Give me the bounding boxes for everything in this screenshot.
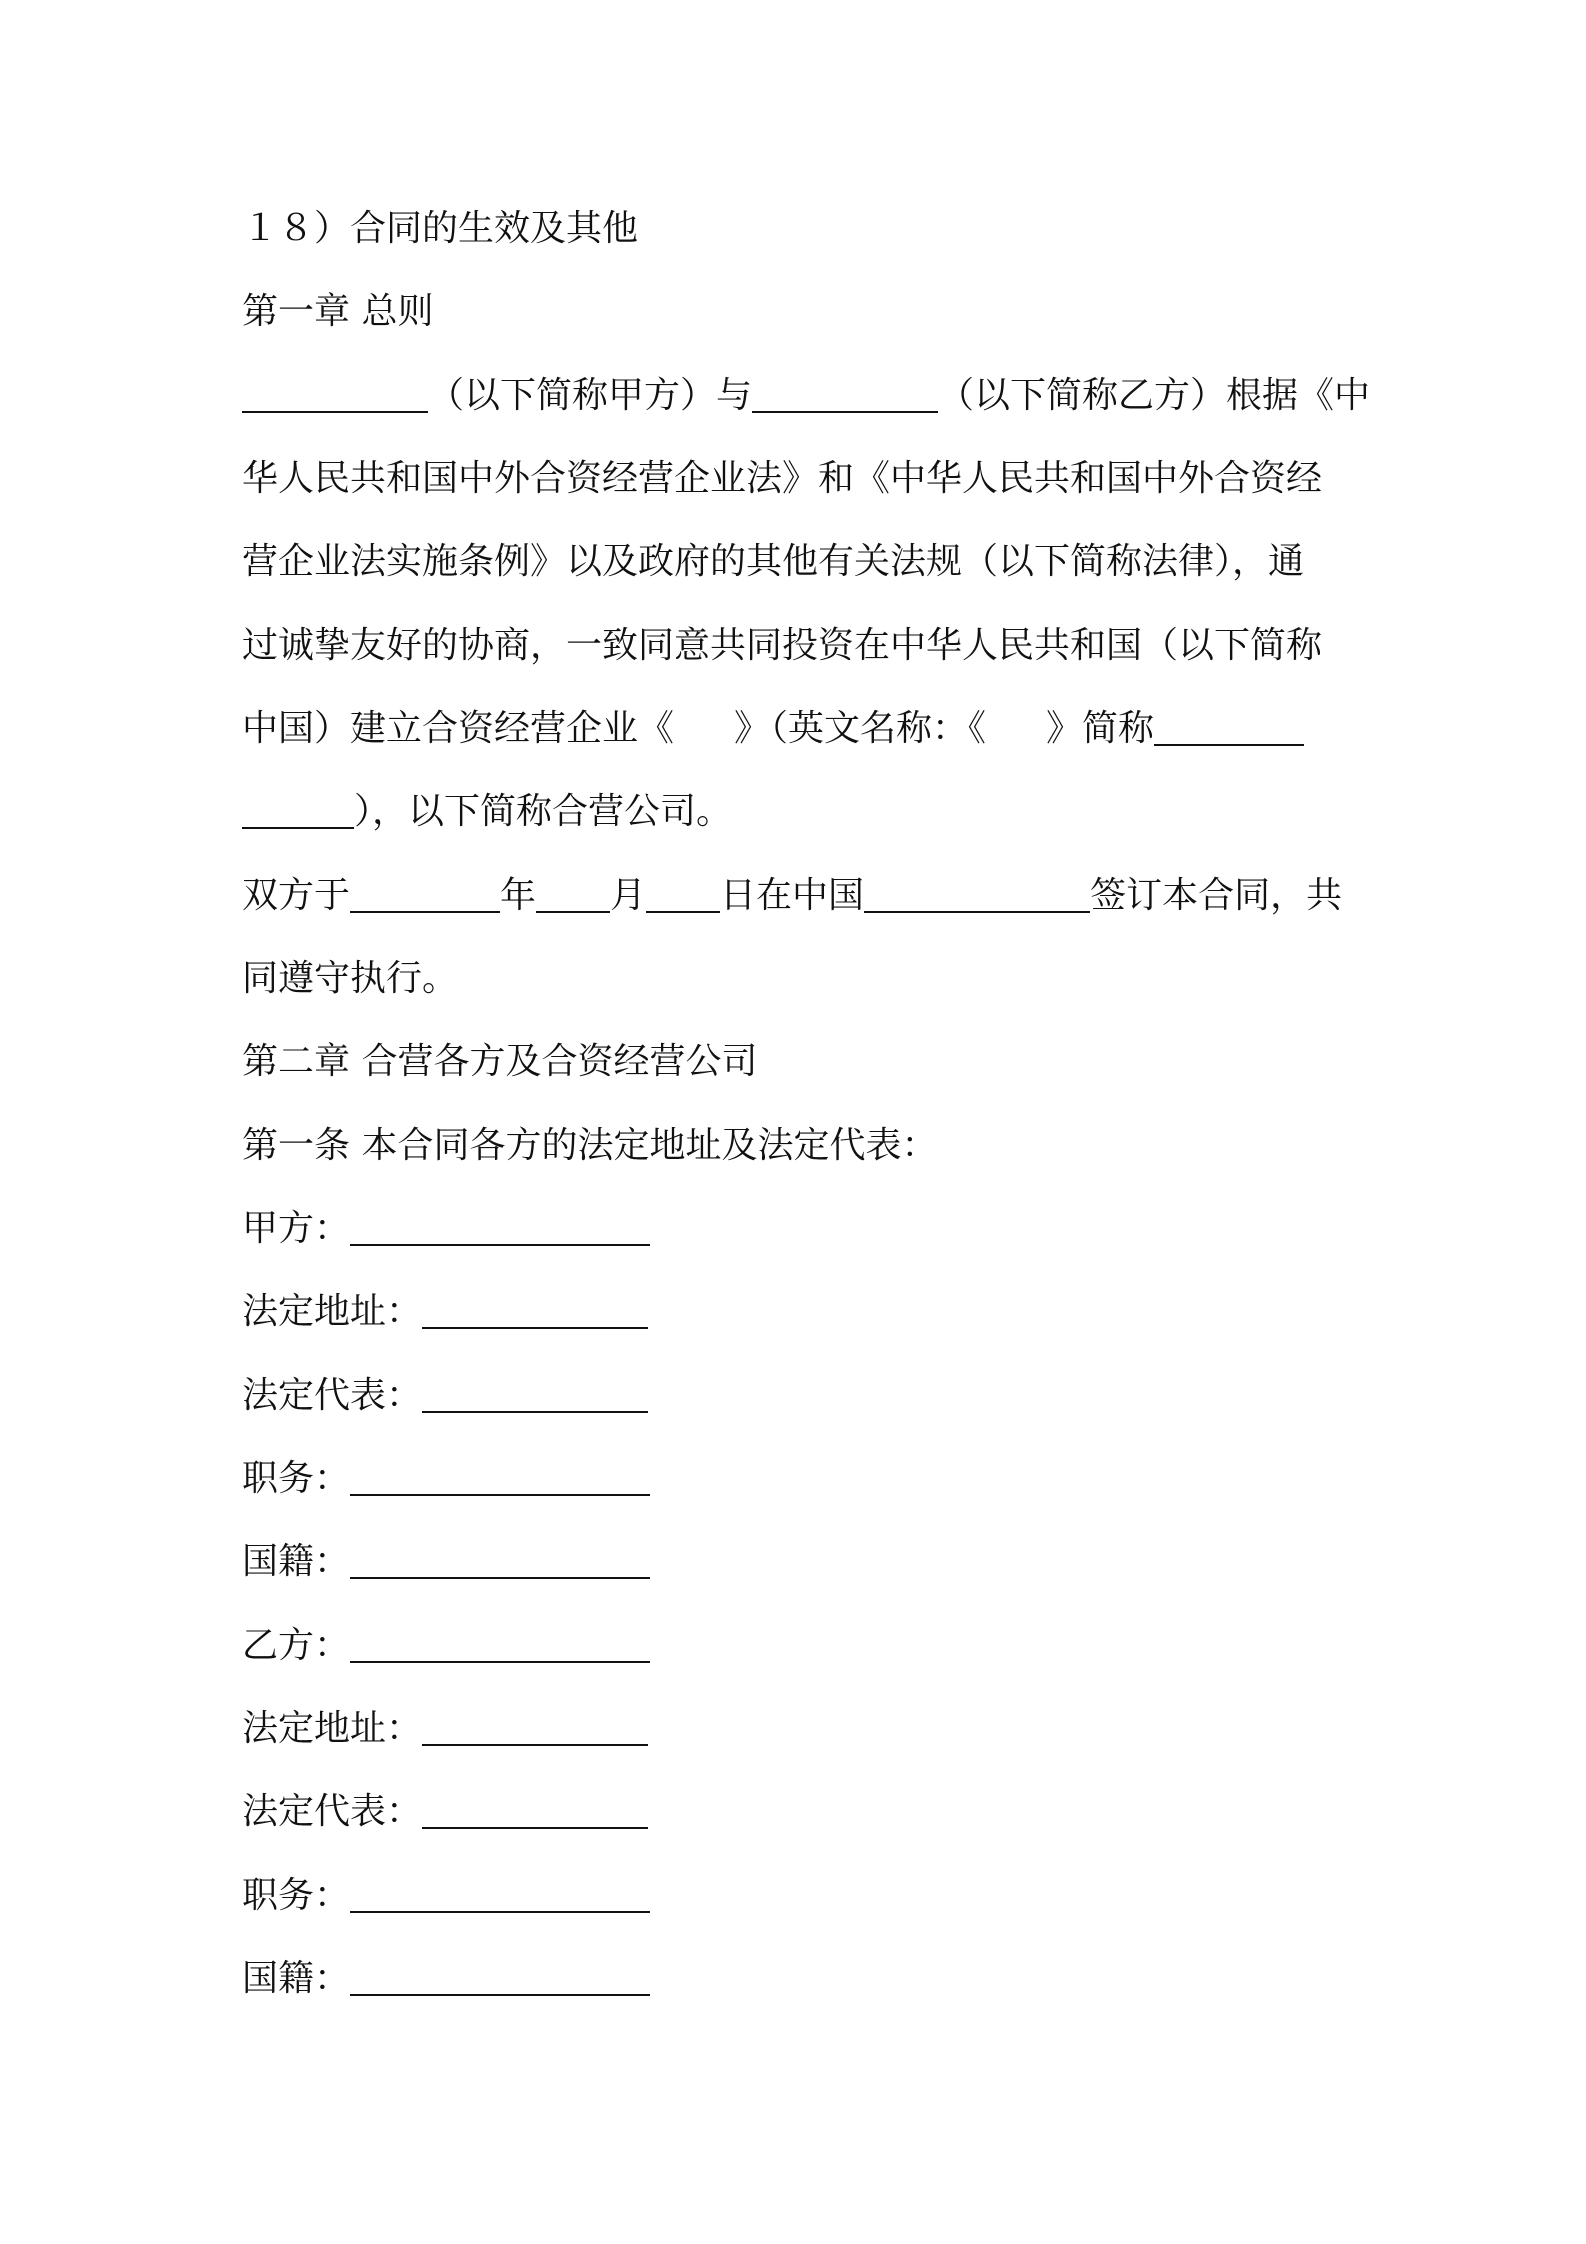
preamble-line-2: 华人民共和国中外合资经营企业法》和《中华人民共和国中外合资经 xyxy=(242,458,1323,499)
preamble-line-6 xyxy=(242,788,1362,836)
preamble-text: 中国）建立合资经营企业《 xyxy=(242,708,675,749)
field-label: 乙方： xyxy=(242,1625,351,1666)
signing-text: 签订本合同，共 xyxy=(1090,875,1343,916)
field-label: 甲方： xyxy=(242,1208,351,1249)
party-a-position-blank xyxy=(350,1456,650,1496)
party-a-blank xyxy=(350,1206,650,1246)
field-label: 法定地址： xyxy=(242,1708,423,1749)
signing-text: 日在中国 xyxy=(720,875,865,916)
party-b-position-field xyxy=(242,1872,1362,1920)
signing-text: 月 xyxy=(610,875,647,916)
field-label: 国籍： xyxy=(242,1958,351,1999)
preamble-line-4: 过诚挚友好的协商，一致同意共同投资在中华人民共和国（以下简称 xyxy=(242,625,1323,666)
year-blank xyxy=(350,873,500,913)
party-a-address-field xyxy=(242,1288,1362,1336)
party-b-nationality-field xyxy=(242,1955,1362,2003)
party-b-rep-blank xyxy=(422,1789,648,1829)
field-label: 职务： xyxy=(242,1875,351,1916)
field-label: 职务： xyxy=(242,1458,351,1499)
preamble-line-3: 营企业法实施条例》以及政府的其他有关法规（以下简称法律），通 xyxy=(242,541,1305,582)
party-b-position-blank xyxy=(350,1873,650,1913)
chapter-1-title: 第一章 总则 xyxy=(242,291,434,332)
article-1: 第一条 本合同各方的法定地址及法定代表： xyxy=(242,1125,938,1166)
party-b-rep-field xyxy=(242,1788,1362,1836)
party-a-position-field xyxy=(242,1455,1362,1503)
party-a-field xyxy=(242,1205,1362,1253)
preamble-text: 》简称 xyxy=(1046,708,1155,749)
party-b-name-blank xyxy=(752,373,938,413)
preamble-text: 》（英文名称：《 xyxy=(734,708,987,749)
party-b-address-blank xyxy=(422,1706,648,1746)
place-blank xyxy=(864,873,1090,913)
party-b-address-field xyxy=(242,1705,1362,1753)
party-a-rep-field xyxy=(242,1372,1362,1420)
chapter-2-title: 第二章 合营各方及合资经营公司 xyxy=(242,1041,758,1082)
preamble-text: （以下简称甲方）与 xyxy=(428,375,753,416)
signing-line-cont: 同遵守执行。 xyxy=(242,958,459,999)
party-a-nationality-blank xyxy=(350,1539,650,1579)
preamble-text: ），以下简称合营公司。 xyxy=(354,791,733,832)
signing-line xyxy=(242,872,1362,920)
preamble-text: （以下简称乙方）根据《中 xyxy=(938,375,1371,416)
party-b-field xyxy=(242,1622,1362,1670)
field-label: 法定代表： xyxy=(242,1791,423,1832)
day-blank xyxy=(646,873,720,913)
party-a-address-blank xyxy=(422,1289,648,1329)
short-name-blank xyxy=(1154,706,1304,746)
party-a-rep-blank xyxy=(422,1373,648,1413)
field-label: 法定地址： xyxy=(242,1291,423,1332)
party-b-nationality-blank xyxy=(350,1956,650,1996)
field-label: 法定代表： xyxy=(242,1375,423,1416)
preamble-line-1 xyxy=(242,372,1371,420)
party-b-blank xyxy=(350,1623,650,1663)
party-a-nationality-field xyxy=(242,1538,1362,1586)
signing-text: 双方于 xyxy=(242,875,351,916)
short-name-blank-cont xyxy=(242,789,354,829)
signing-text: 年 xyxy=(500,875,537,916)
section-heading: １８）合同的生效及其他 xyxy=(242,208,639,249)
preamble-line-5 xyxy=(242,705,1362,753)
month-blank xyxy=(536,873,610,913)
party-a-name-blank xyxy=(242,373,428,413)
field-label: 国籍： xyxy=(242,1541,351,1582)
